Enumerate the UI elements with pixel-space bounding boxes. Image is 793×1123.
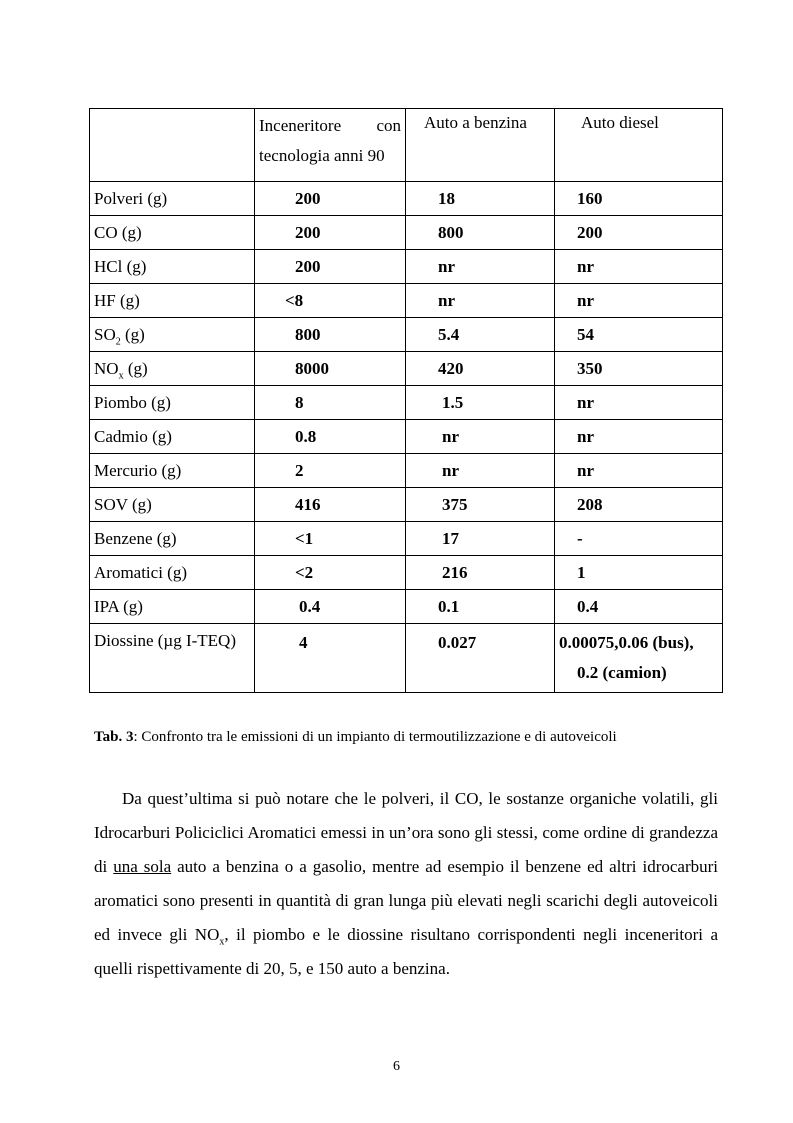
- table-row: [90, 318, 723, 352]
- label-subscript: 2: [115, 335, 121, 347]
- cell-diesel: nr: [555, 386, 723, 420]
- cell-benzina: 800: [406, 216, 555, 250]
- cell-inceneritore: 4: [255, 624, 406, 693]
- cell-benzina: 216: [406, 556, 555, 590]
- cell-diesel: nr: [555, 284, 723, 318]
- label-subscript: x: [118, 369, 124, 381]
- row-label: HCl (g): [90, 250, 255, 284]
- diesel-line-2: 0.2 (camion): [577, 663, 667, 682]
- paragraph-part-2: auto a benzina o a gasolio, mentre ad esempio il benzene ed altri idrocarburi aromatici sono presenti in quantità di gran lunga più elevati negli scarichi degli autoveicoli ed invece gli NO: [94, 857, 718, 944]
- cell-diesel: 208: [555, 488, 723, 522]
- cell-inceneritore: 200: [255, 182, 406, 216]
- table-row: [90, 454, 723, 488]
- emissions-table: [89, 108, 723, 693]
- label-main: SO: [94, 324, 116, 344]
- row-label: Piombo (g): [90, 386, 255, 420]
- cell-inceneritore: <2: [255, 556, 406, 590]
- diesel-line-1: 0.00075,0.06 (bus),: [559, 633, 694, 652]
- caption-label: Tab. 3: [94, 729, 134, 745]
- cell-benzina: 5.4: [406, 318, 555, 352]
- table-row: [90, 182, 723, 216]
- table-row: [90, 420, 723, 454]
- row-label: HF (g): [90, 284, 255, 318]
- cell-inceneritore: 0.4: [255, 590, 406, 624]
- row-label: Cadmio (g): [90, 420, 255, 454]
- cell-benzina: nr: [406, 250, 555, 284]
- paragraph-part-3: , il piombo e le diossine risultano corrispondenti negli inceneritori a quelli rispettivamente di 20, 5, e 150 auto a benzina.: [94, 925, 719, 978]
- cell-benzina: 375: [406, 488, 555, 522]
- cell-diesel: nr: [555, 420, 723, 454]
- table-row: [90, 386, 723, 420]
- row-label: IPA (g): [90, 590, 255, 624]
- cell-diesel: 350: [555, 352, 723, 386]
- page-number: 6: [393, 1059, 400, 1074]
- cell-inceneritore: 2: [255, 454, 406, 488]
- label-tail: (g): [120, 324, 145, 344]
- cell-inceneritore: <1: [255, 522, 406, 556]
- cell-benzina: 0.027: [406, 624, 555, 693]
- cell-benzina: 18: [406, 182, 555, 216]
- paragraph-part-1: Da quest’ultima si può notare che le polveri, il CO, le sostanze organiche volatili, gli Idrocarburi Policiclici Aromatici emessi in un’ora sono gli stessi, come ordine di grandezza di: [94, 789, 718, 876]
- label-tail: (g): [123, 358, 148, 378]
- header-inceneritore: Inceneritore con tecnologia anni 90: [255, 109, 406, 182]
- cell-diesel: nr: [555, 454, 723, 488]
- table-row: [90, 488, 723, 522]
- table-row: [90, 590, 723, 624]
- cell-inceneritore: 8: [255, 386, 406, 420]
- cell-diesel: 54: [555, 318, 723, 352]
- table-row: [90, 284, 723, 318]
- table-row: [90, 352, 723, 386]
- cell-benzina: 420: [406, 352, 555, 386]
- cell-benzina: nr: [406, 420, 555, 454]
- row-label: Polveri (g): [90, 182, 255, 216]
- label-main: NO: [94, 358, 119, 378]
- table-caption: [94, 729, 617, 746]
- cell-diesel: 1: [555, 556, 723, 590]
- body-paragraph: [94, 782, 718, 986]
- cell-inceneritore: 200: [255, 216, 406, 250]
- cell-inceneritore: 416: [255, 488, 406, 522]
- cell-diesel: -: [555, 522, 723, 556]
- row-label: [90, 352, 255, 386]
- table-row: [90, 522, 723, 556]
- header-empty: [90, 109, 255, 182]
- row-label: Benzene (g): [90, 522, 255, 556]
- table-row: [90, 216, 723, 250]
- cell-benzina: 1.5: [406, 386, 555, 420]
- cell-diesel: 200: [555, 216, 723, 250]
- paragraph-subscript: x: [219, 936, 225, 948]
- cell-benzina: 0.1: [406, 590, 555, 624]
- row-label: Aromatici (g): [90, 556, 255, 590]
- table-row: [90, 556, 723, 590]
- cell-diesel: 160: [555, 182, 723, 216]
- table-header-row: [90, 109, 723, 182]
- cell-inceneritore: 200: [255, 250, 406, 284]
- cell-diesel: 0.4: [555, 590, 723, 624]
- cell-inceneritore: 800: [255, 318, 406, 352]
- cell-benzina: nr: [406, 284, 555, 318]
- paragraph-underlined: una sola: [113, 857, 172, 876]
- row-label: CO (g): [90, 216, 255, 250]
- row-label: Diossine (µg I-TEQ): [90, 624, 255, 693]
- cell-diesel: [555, 624, 723, 693]
- table-row: [90, 624, 723, 693]
- cell-inceneritore: 8000: [255, 352, 406, 386]
- row-label: [90, 318, 255, 352]
- cell-inceneritore: <8: [255, 284, 406, 318]
- cell-inceneritore: 0.8: [255, 420, 406, 454]
- row-label: Mercurio (g): [90, 454, 255, 488]
- header-auto-benzina: Auto a benzina: [406, 109, 555, 182]
- cell-benzina: 17: [406, 522, 555, 556]
- cell-diesel: nr: [555, 250, 723, 284]
- table-row: [90, 250, 723, 284]
- cell-benzina: nr: [406, 454, 555, 488]
- row-label: SOV (g): [90, 488, 255, 522]
- caption-text: : Confronto tra le emissioni di un impianto di termoutilizzazione e di autoveicoli: [133, 729, 617, 745]
- header-auto-diesel: Auto diesel: [555, 109, 723, 182]
